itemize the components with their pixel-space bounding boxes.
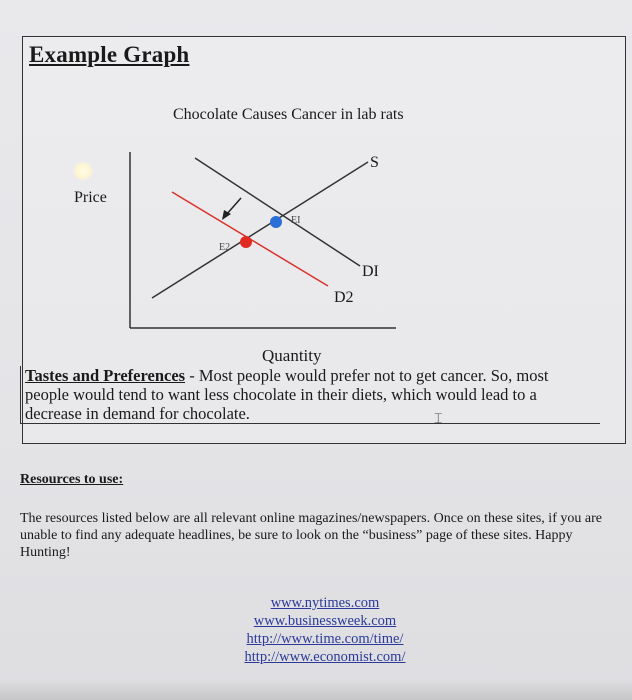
resource-links [0,594,632,666]
series-label-d2: D2 [334,289,354,306]
example-title: Example Graph [29,42,190,67]
supply-curve [152,162,368,298]
chart-title: Chocolate Causes Cancer in lab rats [173,106,404,123]
equilibrium-point-e1 [270,216,282,228]
resources-heading: Resources to use: [20,472,124,487]
series-label-d1: DI [362,263,379,280]
link-nytimes[interactable]: www.nytimes.com [270,595,380,611]
equilibrium-point-e2 [240,236,252,248]
y-axis-label: Price [74,189,107,206]
series-label-s: S [370,154,379,171]
point-label-e2: E2 [219,242,231,253]
x-axis-label: Quantity [262,346,322,365]
link-time[interactable]: http://www.time.com/time/ [246,631,404,647]
link-economist[interactable]: http://www.economist.com/ [244,649,406,665]
link-businessweek[interactable]: www.businessweek.com [253,613,397,629]
tastes-heading: Tastes and Preferences [25,366,186,385]
tastes-paragraph [20,366,600,424]
text-cursor-icon: ⌶ [434,412,443,427]
bottom-shadow [0,680,632,700]
resources-paragraph: The resources listed below are all relevant online magazines/newspapers. Once on these sites, if you are unable to find any adequate headlines, be sure to look on the “business” page of these sites. Happy Hunting! [20,511,602,560]
point-label-e1: EI [291,215,301,226]
tastes-text: - Most people would prefer not to get cancer. So, most people would tend to want less chocolate in their diets, which would lead to a decrease in demand for chocolate. [25,366,549,423]
